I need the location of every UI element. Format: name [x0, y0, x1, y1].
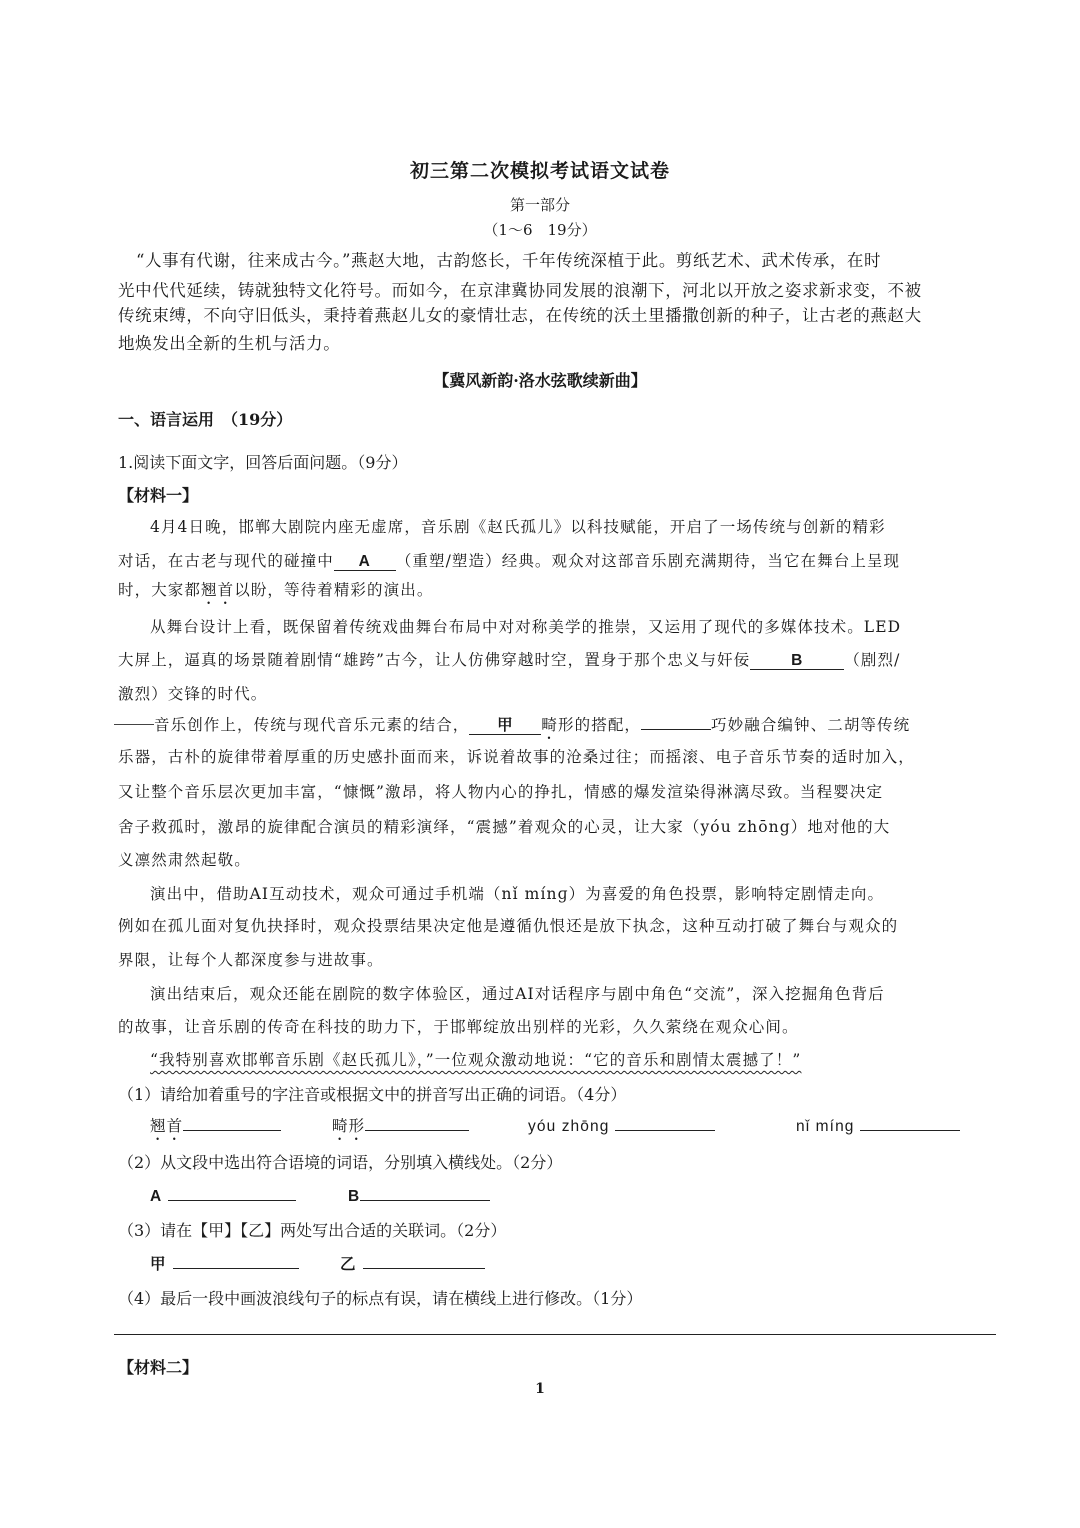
passage-line [118, 549, 900, 571]
answer-blank[interactable] [183, 1114, 281, 1131]
blank-jia: 甲 [469, 718, 541, 735]
question-1-2: （2）从文段中选出符合语境的词语，分别填入横线处。（2分） [118, 1153, 563, 1172]
passage-line: 激烈）交锋的时代。 [118, 685, 268, 703]
part-label: 第一部分 [509, 196, 570, 214]
page-number: 1 [535, 1381, 545, 1397]
page-title: 初三第二次模拟考试语文试卷 [409, 160, 670, 182]
answer-row [796, 1114, 960, 1136]
section-heading: 【冀风新韵·洛水弦歌续新曲】 [433, 371, 647, 390]
intro-line: 地焕发出全新的生机与活力。 [118, 334, 341, 353]
blank-yi [641, 713, 711, 730]
passage-text: 音乐创作上，传统与现代音乐元素的结合， [154, 716, 470, 734]
answer-prompt: 乙 [340, 1254, 357, 1273]
answer-prompt: nǐ mínɡ [796, 1118, 855, 1135]
answer-blank[interactable] [365, 1114, 469, 1131]
part1-heading: 一、语言运用 （19分） [118, 410, 293, 429]
answer-row [150, 1114, 281, 1144]
passage-line: 义凛然肃然起敬。 [118, 851, 251, 869]
emphasized-word: 畸 [541, 716, 559, 734]
answer-prompt: yóu zhōng [528, 1118, 610, 1135]
passage-text: （重塑/塑造）经典。观众对这部音乐剧充满期待，当它在舞台上呈现 [395, 552, 901, 570]
answer-prompt: B [348, 1188, 361, 1205]
answer-row [340, 1252, 485, 1274]
passage-line: 的故事，让音乐剧的传奇在科技的助力下，于邯郸绽放出别样的光彩，久久萦绕在观众心间。 [118, 1018, 799, 1036]
answer-blank[interactable] [173, 1252, 299, 1269]
passage-text: 形的搭配， [558, 716, 642, 734]
wavy-sentence: “我特别喜欢邯郸音乐剧《赵氏孤儿》，”一位观众激动地说：“它的音乐和剧情太震撼了！” [150, 1051, 802, 1069]
question-1-1: （1）请给加着重号的字注音或根据文中的拼音写出正确的词语。（4分） [118, 1085, 627, 1104]
part-range: （1～6 19分） [483, 221, 597, 239]
passage-line [118, 578, 433, 608]
passage-line: 舍子救孤时，激昂的旋律配合演员的精彩演绎，“震撼”着观众的心灵，让大家（yóu zhōng）地对他的大 [118, 818, 891, 836]
blank-a: A [334, 554, 396, 571]
answer-prompt: 翘首 [150, 1117, 184, 1135]
answer-prompt: 畸形 [332, 1117, 366, 1135]
passage-line: 从舞台设计上看，既保留着传统戏曲舞台布局中对对称美学的推崇，又运用了现代的多媒体技术。LED [150, 618, 902, 636]
answer-row [528, 1114, 715, 1136]
passage-text: 巧妙融合编钟、二胡等传统 [711, 716, 911, 734]
question-1: 1.阅读下面文字，回答后面问题。（9分） [118, 453, 408, 472]
passage-line: 乐器，古朴的旋律带着厚重的历史感扑面而来，诉说着故事的沧桑过往；而摇滚、电子音乐节奏的适时加入， [118, 748, 915, 766]
emphasized-word: 翘首 [201, 581, 235, 599]
passage-text: 以盼，等待着精彩的演出。 [234, 581, 434, 599]
passage-line: 演出结束后，观众还能在剧院的数字体验区，通过AI对话程序与剧中角色“交流”，深入挖掘角色背后 [150, 985, 885, 1003]
answer-prompt: A [150, 1188, 163, 1205]
passage-line: 例如在孤儿面对复仇抉择时，观众投票结果决定他是遵循仇恨还是放下执念，这种互动打破了舞台与观众的 [118, 917, 899, 935]
answer-blank[interactable] [363, 1252, 485, 1269]
answer-prompt: 甲 [150, 1254, 167, 1273]
answer-row [150, 1252, 299, 1274]
blank-b: B [750, 653, 844, 670]
material2-label: 【材料二】 [118, 1358, 199, 1377]
passage-text: 时，大家都 [118, 581, 202, 599]
passage-text: 大屏上，逼真的场景随着剧情“雄跨”古今，让人仿佛穿越时空，置身于那个忠义与奸佞 [118, 651, 751, 669]
passage-line [118, 648, 900, 670]
material1-label: 【材料一】 [118, 486, 199, 505]
answer-blank[interactable] [615, 1114, 715, 1131]
answer-blank[interactable] [860, 1114, 960, 1131]
passage-line: 4月4日晚，邯郸大剧院内座无虚席，音乐剧《赵氏孤儿》以科技赋能，开启了一场传统与创新的精彩 [150, 518, 886, 536]
passage-text: （剧烈/ [844, 651, 901, 669]
passage-text: 对话，在古老与现代的碰撞中 [118, 552, 334, 570]
answer-line[interactable] [114, 1334, 996, 1335]
answer-row [348, 1184, 490, 1206]
answer-row [150, 1184, 296, 1206]
passage-line: 演出中，借助AI互动技术，观众可通过手机端（nǐ mínɡ）为喜爱的角色投票，影响特定剧情走向。 [150, 885, 885, 903]
answer-blank[interactable] [360, 1184, 490, 1201]
intro-line: “人事有代谢，往来成古今。”燕赵大地，古韵悠长，千年传统深植于此。剪纸艺术、武术传承，在时 [136, 251, 882, 270]
question-1-3: （3）请在【甲】【乙】两处写出合适的关联词。（2分） [118, 1221, 507, 1240]
answer-blank[interactable] [168, 1184, 296, 1201]
intro-line: 传统束缚，不向守旧低头，秉持着燕赵儿女的豪情壮志，在传统的沃土里播撒创新的种子，让古老的燕赵大 [118, 306, 922, 325]
passage-line [154, 713, 910, 743]
passage-line: 界限，让每个人都深度参与进故事。 [118, 951, 384, 969]
margin-mark [114, 724, 154, 725]
question-1-4: （4）最后一段中画波浪线句子的标点有误，请在横线上进行修改。（1分） [118, 1289, 643, 1308]
intro-line: 光中代代延续，铸就独特文化符号。而如今，在京津冀协同发展的浪潮下，河北以开放之姿求新求变，不被 [118, 281, 922, 300]
answer-row [332, 1114, 469, 1144]
passage-line: 又让整个音乐层次更加丰富，“慷慨”激昂，将人物内心的挣扎，情感的爆发渲染得淋漓尽致。当程婴决定 [118, 783, 884, 801]
